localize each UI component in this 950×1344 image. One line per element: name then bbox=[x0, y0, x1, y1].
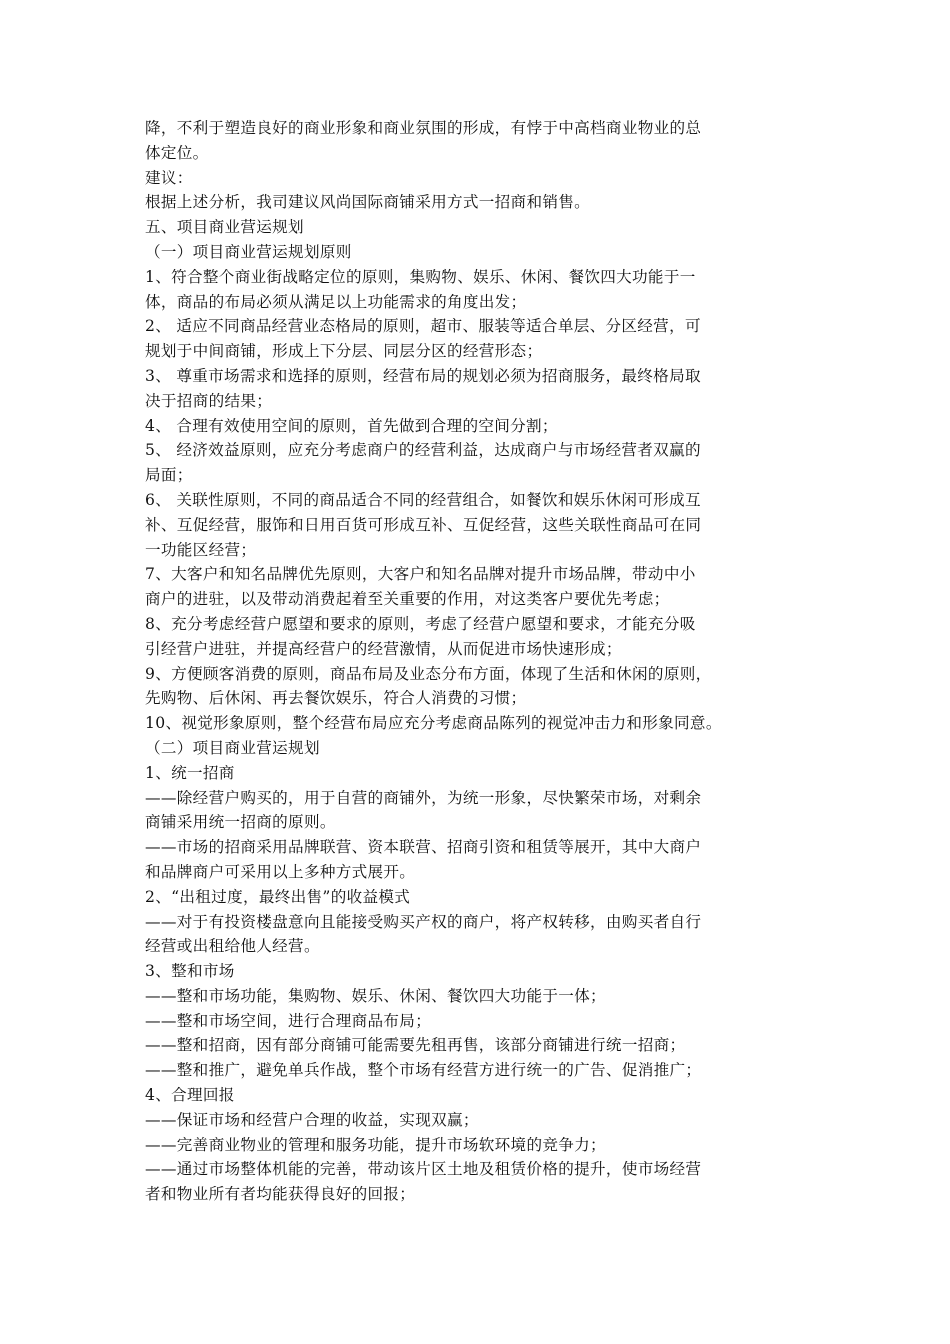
text-line: 者和物业所有者均能获得良好的回报； bbox=[145, 1185, 416, 1204]
text-line: 10、视觉形象原则，整个经营布局应充分考虑商品陈列的视觉冲击力和形象同意。 bbox=[145, 714, 722, 733]
text-line: 一功能区经营； bbox=[145, 540, 257, 559]
text-line: 经营或出租给他人经营。 bbox=[145, 937, 320, 956]
text-line: 规划于中间商铺，形成上下分层、同层分区的经营形态； bbox=[145, 342, 543, 361]
text-line: 引经营户进驻，并提高经营户的经营激情，从而促进市场快速形成； bbox=[145, 639, 622, 658]
text-line: 局面； bbox=[145, 466, 193, 485]
text-line: 8、充分考虑经营户愿望和要求的原则，考虑了经营户愿望和要求，才能充分吸 bbox=[145, 614, 696, 633]
text-line: 4、合理回报 bbox=[145, 1086, 235, 1105]
text-line: 降，不利于塑造良好的商业形象和商业氛围的形成，有悖于中高档商业物业的总 bbox=[145, 119, 702, 137]
text-line: 1、统一招商 bbox=[145, 763, 235, 782]
text-line: 2、“出租过度，最终出售”的收益模式 bbox=[145, 887, 411, 906]
text-line: 2、 适应不同商品经营业态格局的原则，超市、服装等适合单层、分区经营，可 bbox=[145, 317, 701, 336]
text-line: 商户的进驻，以及带动消费起着至关重要的作用，对这类客户要优先考虑； bbox=[145, 590, 670, 609]
text-line: ——整和招商，因有部分商铺可能需要先租再售，该部分商铺进行统一招商； bbox=[145, 1036, 686, 1055]
text-line: ——整和市场空间，进行合理商品布局； bbox=[145, 1011, 432, 1030]
text-line: 6、 关联性原则，不同的商品适合不同的经营组合，如餐饮和娱乐休闲可形成互 bbox=[145, 490, 701, 509]
text-line: 体定位。 bbox=[145, 143, 209, 162]
text-line: ——对于有投资楼盘意向且能接受购买产权的商户，将产权转移，由购买者自行 bbox=[145, 912, 702, 931]
text-line: 7、大客户和知名品牌优先原则，大客户和知名品牌对提升市场品牌，带动中小 bbox=[145, 565, 696, 584]
text-line: 和品牌商户可采用以上多种方式展开。 bbox=[145, 862, 416, 881]
text-line: 根据上述分析，我司建议风尚国际商铺采用方式一招商和销售。 bbox=[145, 193, 591, 212]
text-line: 9、方便顾客消费的原则，商品布局及业态分布方面，体现了生活和休闲的原则， bbox=[145, 664, 712, 683]
text-line: 5、 经济效益原则，应充分考虑商户的经营利益，达成商户与市场经营者双赢的 bbox=[145, 441, 701, 460]
text-line: ——保证市场和经营户合理的收益，实现双赢； bbox=[145, 1110, 479, 1129]
text-line: ——通过市场整体机能的完善，带动该片区土地及租赁价格的提升，使市场经营 bbox=[145, 1160, 702, 1179]
text-line: 3、 尊重市场需求和选择的原则，经营布局的规划必须为招商服务，最终格局取 bbox=[145, 366, 701, 385]
text-line: 建议： bbox=[145, 168, 193, 187]
text-line: 商铺采用统一招商的原则。 bbox=[145, 813, 336, 832]
text-line: 补、互促经营，服饰和日用百货可形成互补、互促经营，这些关联性商品可在同 bbox=[145, 515, 702, 534]
text-line: （二）项目商业营运规划 bbox=[145, 738, 320, 757]
text-line: （一）项目商业营运规划原则 bbox=[145, 242, 352, 261]
text-line: ——除经营户购买的，用于自营的商铺外，为统一形象，尽快繁荣市场，对剩余 bbox=[145, 788, 702, 807]
text-line: 体，商品的布局必须从满足以上功能需求的角度出发； bbox=[145, 292, 527, 311]
text-line: 4、 合理有效使用空间的原则，首先做到合理的空间分割； bbox=[145, 416, 558, 435]
text-line: ——整和推广，避免单兵作战，整个市场有经营方进行统一的广告、促消推广； bbox=[145, 1061, 702, 1080]
text-line: 先购物、后休闲、再去餐饮娱乐，符合人消费的习惯； bbox=[145, 689, 527, 708]
text-line: 决于招商的结果； bbox=[145, 391, 273, 410]
text-line: 五、项目商业营运规划 bbox=[145, 218, 304, 237]
document-body bbox=[145, 116, 813, 1207]
text-line: ——市场的招商采用品牌联营、资本联营、招商引资和租赁等展开，其中大商户 bbox=[145, 838, 702, 857]
text-line: ——整和市场功能，集购物、娱乐、休闲、餐饮四大功能于一体； bbox=[145, 986, 606, 1005]
text-line: 1、符合整个商业街战略定位的原则，集购物、娱乐、休闲、餐饮四大功能于一 bbox=[145, 267, 696, 286]
text-line: 3、整和市场 bbox=[145, 962, 235, 981]
text-line: ——完善商业物业的管理和服务功能，提升市场软环境的竞争力； bbox=[145, 1135, 606, 1154]
